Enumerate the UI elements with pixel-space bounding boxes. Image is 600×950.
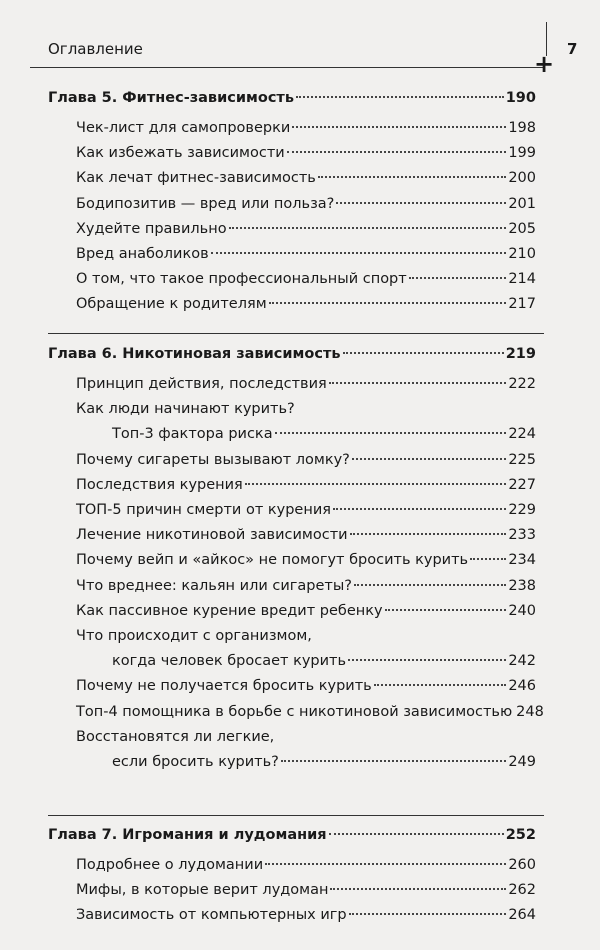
toc-entry-title: Как пассивное курение вредит ребенку: [76, 602, 383, 619]
toc-entry-title: Как избежать зависимости: [76, 145, 285, 162]
leader-dots: [352, 458, 506, 460]
toc-page-number: 214: [508, 271, 536, 288]
toc-entry-title: Худейте правильно: [76, 220, 227, 237]
leader-dots: [409, 277, 507, 279]
leader-dots: [281, 760, 506, 762]
leader-dots: [329, 382, 507, 384]
toc-page-number: 252: [505, 827, 536, 843]
toc-page-number: 199: [508, 145, 536, 162]
toc-page-number: 260: [508, 857, 536, 873]
toc-entry-title: Глава 7. Игромания и лудомания: [48, 827, 327, 843]
toc-entry-title: Почему не получается бросить курить: [76, 678, 372, 695]
leader-dots: [470, 558, 506, 560]
toc-entry-title: Почему сигареты вызывают ломку?: [76, 451, 350, 468]
leader-dots: [350, 533, 507, 535]
toc-entry-title: Зависимость от компьютерных игр: [76, 907, 347, 924]
toc-entry-title: Как лечат фитнес-зависимость: [76, 170, 316, 187]
toc-page-number: 210: [508, 246, 536, 262]
leader-dots: [343, 352, 504, 354]
toc-page-number: 227: [508, 476, 536, 493]
leader-dots: [269, 302, 507, 304]
leader-dots: [329, 833, 504, 835]
leader-dots: [330, 888, 506, 890]
leader-dots: [385, 609, 507, 611]
toc-entry-title: Глава 5. Фитнес-зависимость: [48, 90, 294, 106]
toc-page-number: 264: [508, 907, 536, 924]
leader-dots: [229, 227, 507, 229]
toc-page-number: 249: [508, 753, 536, 770]
toc-page-number: 205: [508, 220, 536, 237]
toc-page-number: 225: [508, 451, 536, 468]
toc-entry-title: Подробнее о лудомании: [76, 857, 264, 873]
toc-entry-title: Бодипозитив — вред или польза?: [76, 195, 335, 212]
toc-entry-title: Почему вейп и «айкос» не помогут бросить курить: [76, 552, 469, 569]
toc-entry-title: Глава 6. Никотиновая зависимость: [48, 346, 341, 362]
toc-entry-title: Топ-4 помощника в борьбе с никотиновой зависимостью: [76, 703, 513, 720]
toc-entry-continuation: Топ-3 фактора риска: [112, 426, 273, 443]
leader-dots: [348, 659, 506, 661]
leader-dots: [333, 508, 506, 510]
toc-page-number: 242: [508, 653, 536, 669]
crop-mark-icon: +: [534, 50, 555, 78]
toc-page-number: 201: [508, 195, 536, 212]
toc-entry-title: Как люди начинают курить?: [76, 401, 295, 418]
toc-page-number: 190: [505, 90, 536, 106]
toc-entry-continuation: когда человек бросает курить: [112, 653, 347, 669]
leader-dots: [275, 432, 507, 434]
chapter-divider: [48, 815, 544, 816]
running-header: Оглавление: [48, 40, 143, 58]
leader-dots: [349, 913, 507, 915]
toc-entry-title: Принцип действия, последствия: [76, 376, 327, 392]
toc-page-number: 217: [508, 296, 536, 313]
toc-page-number: 262: [508, 882, 536, 899]
toc-entry-title: Мифы, в которые верит лудоман: [76, 882, 329, 899]
toc-entry-continuation: если бросить курить?: [112, 753, 279, 770]
leader-dots: [354, 584, 506, 586]
toc-entry-title: Чек-лист для самопроверки: [76, 120, 291, 136]
toc-page-number: 222: [508, 376, 536, 392]
leader-dots: [336, 202, 506, 204]
toc-page-number: 224: [508, 426, 536, 443]
leader-dots: [287, 151, 507, 153]
toc-entry-title: Последствия курения: [76, 476, 243, 493]
toc-page-number: 219: [505, 346, 536, 362]
toc-entry-title: Что вреднее: кальян или сигареты?: [76, 577, 352, 594]
header-rule: [30, 67, 544, 68]
toc-entry-title: ТОП-5 причин смерти от курения: [76, 502, 331, 518]
toc-entry-title: О том, что такое профессиональный спорт: [76, 271, 407, 288]
toc-page-number: 240: [508, 602, 536, 619]
toc-page-number: 229: [508, 502, 536, 518]
leader-dots: [245, 483, 507, 485]
toc-page-number: 238: [508, 577, 536, 594]
leader-dots: [211, 252, 507, 254]
toc-entry-title: Что происходит с организмом,: [76, 628, 312, 644]
chapter-divider: [48, 333, 544, 334]
leader-dots: [296, 96, 504, 98]
toc-entry-title: Обращение к родителям: [76, 296, 267, 313]
toc-page-number: 246: [508, 678, 536, 695]
toc-entry-title: Восстановятся ли легкие,: [76, 728, 275, 745]
page-number: 7: [567, 40, 578, 58]
toc-entry-title: Вред анаболиков: [76, 246, 209, 262]
toc-page-number: 233: [508, 527, 536, 544]
toc-page-number: 200: [508, 170, 536, 187]
leader-dots: [265, 863, 506, 865]
leader-dots: [292, 126, 506, 128]
toc-page-number: 198: [508, 120, 536, 136]
leader-dots: [374, 684, 507, 686]
toc-entry-title: Лечение никотиновой зависимости: [76, 527, 348, 544]
toc-page-number: 248: [516, 703, 544, 720]
leader-dots: [318, 176, 506, 178]
toc-page-number: 234: [508, 552, 536, 569]
